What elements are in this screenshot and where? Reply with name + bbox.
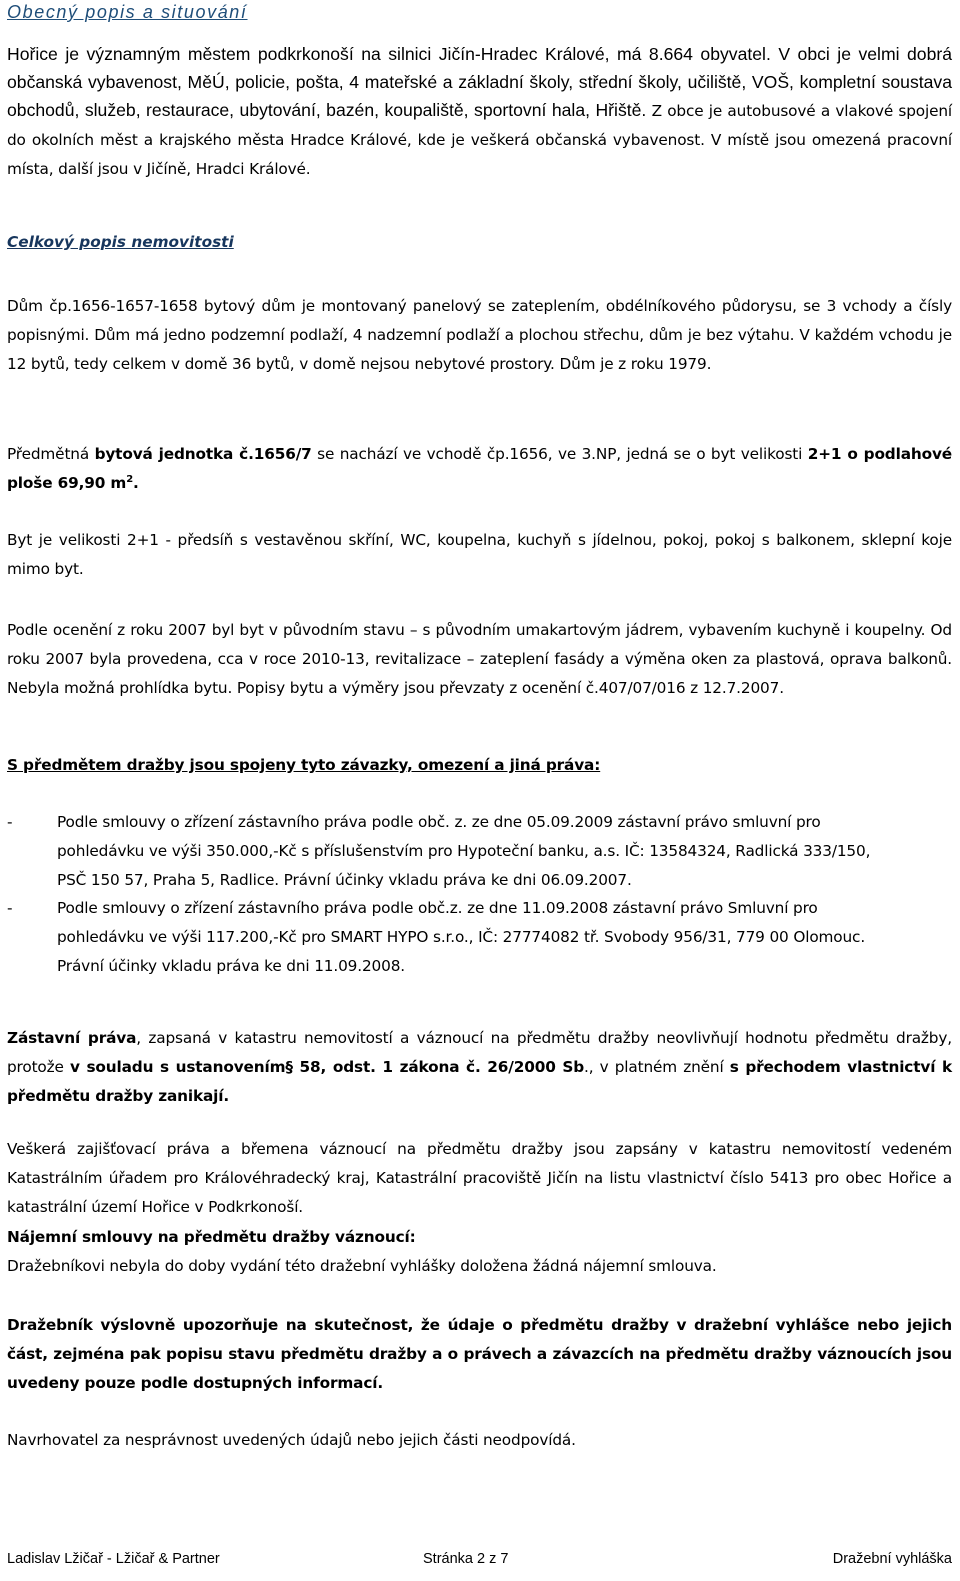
unit-size-end: . xyxy=(133,473,139,492)
paragraph-lease xyxy=(7,1223,952,1281)
footer-author: Ladislav Lžičař - Lžičař & Partner xyxy=(7,1551,220,1567)
town-connection-text: Z obce je autobusové a vlakové spojení do okolních měst a krajského města Hradce Králové, kde je veškerá občanská vybavenost. V místě jsou omezená pracovní místa, další jsou v Jičíně, Hradci Králové. xyxy=(7,102,952,178)
burdens-text: Veškerá zajišťovací práva a břemena váznoucí na předmětu dražby jsou zapsány v katastru nemovitostí vedeném Katastrálním úřadem pro Královéhradecký kraj, Katastrální pracoviště Jičín na listu vlastnictví číslo 5413 pro obec Hořice a katastrální území Hořice v Podkrkonoší. xyxy=(7,1140,952,1216)
paragraph-building xyxy=(7,292,952,378)
building-description-text: Dům čp.1656-1657-1658 bytový dům je montovaný panelový se zateplením, obdélníkového půdorysu, se 3 vchody a čísly popisnými. Dům má jedno podzemní podlaží, 4 nadzemní podlaží a plochou střechu, dům je bez výtahu. V každém vchodu je 12 bytů, tedy celkem v domě 36 bytů, v domě nejsou nebytové prostory. Dům je z roku 1979. xyxy=(7,297,952,373)
unit-size-text: 2+1 o podlahové ploše 69,90 m xyxy=(7,445,953,492)
lease-text: Dražebníkovi nebyla do doby vydání této dražební vyhlášky doložena žádná nájemní smlouva. xyxy=(7,1256,717,1275)
unit-size-sup: 2 xyxy=(126,473,134,485)
list-dash: - xyxy=(7,899,13,918)
proposer-text: Navrhovatel za nesprávnost uvedených údajů nebo jejich části neodpovídá. xyxy=(7,1431,576,1449)
list-item-text: Podle smlouvy o zřízení zástavního práva podle obč. z. ze dne 05.09.2009 zástavní právo smluvní pro pohledávku ve výši 350.000,-Kč s příslušenstvím pro Hypoteční banku, a.s. IČ: 13584324, Radlická 333/150, PSČ 150 57, Praha 5, Radlice. Právní účinky vkladu práva ke dni 06.09.2007. xyxy=(57,813,871,889)
town-description-text: Hořice je významným městem podkrkonoší na silnici Jičín-Hradec Králové, má 8.664 obyvatel. V obci je velmi dobrá občanská vybavenost, MěÚ, policie, pošta, 4 mateřské a základní školy, střední školy, učiliště, VOŠ, kompletní soustava obchodů, služeb, restaurace, ubytování, bazén, koupaliště, sportovní hala, Hřiště. xyxy=(7,44,952,120)
list-item-text: Podle smlouvy o zřízení zástavního práva podle obč.z. ze dne 11.09.2008 zástavní právo Smluvní pro pohledávku ve výši 117.200,-Kč pro SMART HYPO s.r.o., IČ: 27774082 tř. Svobody 956/31, 779 00 Olomouc. Právní účinky vkladu práva ke dni 11.09.2008. xyxy=(57,899,866,975)
heading-property-description: Celkový popis nemovitosti xyxy=(7,233,234,251)
unit-text-c: se nachází ve vchodě čp.1656, ve 3.NP, jedná se o byt velikosti xyxy=(311,445,808,463)
paragraph-warning xyxy=(7,1311,952,1397)
paragraph-burdens xyxy=(7,1135,952,1221)
lease-heading: Nájemní smlouvy na předmětu dražby váznoucí: xyxy=(7,1228,416,1246)
pledge-rights-text xyxy=(7,1024,952,1110)
pledge-d: ., v platném znění xyxy=(584,1057,730,1076)
footer-page-number: Stránka 2 z 7 xyxy=(423,1551,509,1567)
paragraph-flat-layout xyxy=(7,526,952,584)
pledge-c: v souladu s ustanovením§ 58, odst. 1 zákona č. 26/2000 Sb xyxy=(69,1057,585,1076)
paragraph-town-description xyxy=(7,40,952,183)
unit-description xyxy=(7,440,952,498)
footer-document-title: Dražební vyhláška xyxy=(832,1551,952,1567)
list-dash: - xyxy=(7,813,13,831)
unit-text-a: Předmětná xyxy=(7,445,95,463)
obligations-list xyxy=(7,808,887,981)
section-heading-obligations xyxy=(7,751,952,780)
valuation-text: Podle ocenění z roku 2007 byl byt v původním stavu – s původním umakartovým jádrem, vybavením kuchyně i koupelny. Od roku 2007 byla provedena, cca v roce 2010-13, revitalizace – zateplení fasády a výměna oken za plastová, oprava balkonů. Nebyla možná prohlídka bytu. Popisy bytu a výměry jsou převzaty z ocenění č.407/07/016 z 12.7.2007. xyxy=(7,621,952,697)
pledge-a: Zástavní práva xyxy=(7,1029,137,1047)
paragraph-pledge-rights xyxy=(7,1024,952,1110)
heading-general-description: Obecný popis a situování xyxy=(7,2,248,22)
paragraph-valuation xyxy=(7,616,952,702)
flat-layout-text: Byt je velikosti 2+1 - předsíň s vestavěnou skříní, WC, koupelna, kuchyň s jídelnou, pokoj, pokoj s balkonem, sklepní koje mimo byt. xyxy=(7,531,952,578)
section-heading-property xyxy=(7,233,952,252)
paragraph-unit xyxy=(7,440,952,498)
section-heading-general xyxy=(7,2,952,23)
pledge-b: , zapsaná v katastru nemovitostí a váznoucí na předmětu dražby neovlivňují hodnotu předmětu dražby, protože xyxy=(7,1029,952,1076)
paragraph-proposer xyxy=(7,1426,952,1455)
warning-text: Dražebník výslovně upozorňuje na skutečnost, že údaje o předmětu dražby v dražební vyhlášce nebo jejich část, zejména pak popisu stavu předmětu dražby a o právech a závazcích na předmětu dražby váznoucích jsou uvedeny pouze podle dostupných informací. xyxy=(7,1316,952,1392)
list-item xyxy=(7,894,887,980)
unit-number: bytová jednotka č.1656/7 xyxy=(94,445,312,463)
heading-obligations: S předmětem dražby jsou spojeny tyto závazky, omezení a jiná práva: xyxy=(7,756,601,774)
list-item xyxy=(7,808,887,894)
pledge-e: s přechodem vlastnictví k předmětu dražby zanikají. xyxy=(7,1057,952,1105)
